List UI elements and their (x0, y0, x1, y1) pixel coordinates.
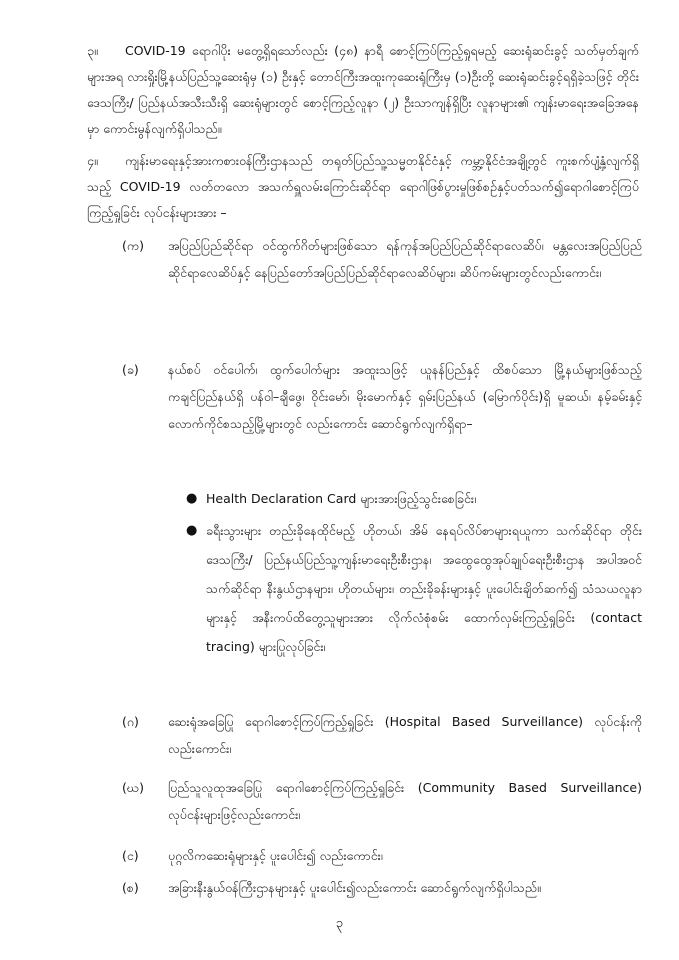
bullet-icon: ● (186, 491, 198, 506)
list-item-marker: (ဃ) (122, 780, 144, 795)
list-item-ka (122, 232, 642, 286)
page-number: ၃ (335, 916, 344, 931)
list-item-marker: (င) (122, 848, 139, 863)
list-item-text: အပြည်ပြည်ဆိုင်ရာ ဝင်ထွက်ဂိတ်များဖြစ်သော ရန်ကုန်အပြည်ပြည်ဆိုင်ရာလေဆိပ်၊ မန္တလေးအပြည်ပြည်ဆိုင်ရာလေဆိပ်နှင့် နေပြည်တော်အပြည်ပြည်ဆိုင်ရာလေဆိပ်များ၊ ဆိပ်ကမ်းများတွင်လည်းကောင်း၊ (168, 238, 642, 280)
list-item-marker: (စ) (122, 880, 139, 895)
list-item-text: အခြားနီးနွယ်ဝန်ကြီးဌာနများနှင့် ပူးပေါင်း၍လည်းကောင်း ဆောင်ရွက်လျက်ရှိပါသည်။ (168, 880, 541, 895)
bullet-text: Health Declaration Card များအားဖြည့်သွင်းစေခြင်း၊ (206, 491, 477, 506)
list-item-ga (122, 708, 642, 762)
list-item-kha (122, 356, 642, 437)
list-item-sa (122, 874, 642, 901)
list-item-marker: (က) (122, 238, 144, 253)
paragraph-4-number: ၄။ (87, 153, 98, 168)
bullet-item-contact-tracing (186, 516, 642, 661)
list-item-text: ပြည်သူလူထုအခြေပြု ရောဂါစောင့်ကြပ်ကြည့်ရှုခြင်း (Community Based Surveillance) လုပ်ငန်းများဖြင့်လည်းကောင်း၊ (168, 780, 642, 822)
list-item-gha (122, 774, 642, 828)
list-item-text: ဆေးရုံအခြေပြု ရောဂါစောင့်ကြပ်ကြည့်ရှုခြင်း (Hospital Based Surveillance) လုပ်ငန်းကိုလည်းကောင်း၊ (168, 714, 642, 756)
list-item-text: နယ်စပ် ဝင်ပေါက်၊ ထွက်ပေါက်များ အထူးသဖြင့် ယူနန်ပြည်နှင့် ထိစပ်သော မြို့နယ်များဖြစ်သည့် ကချင်ပြည်နယ်ရှိ ပန်ဝါ–ချီဖွေ၊ ဝိုင်းမော်၊ မိုးမောက်နှင့် ရှမ်းပြည်နယ် (မြောက်ပိုင်း)ရှိ မူဆယ်၊ နမ့်ခမ်းနှင့် လောက်ကိုင်စသည့်မြို့များတွင် လည်းကောင်း ဆောင်ရွက်လျက်ရှိရာ– (168, 362, 642, 431)
bullet-icon: ● (186, 523, 198, 538)
list-item-marker: (ခ) (122, 362, 139, 377)
bullet-text: ခရီးသွားများ တည်းခိုနေထိုင်မည့် ဟိုတယ်၊ အိမ် နေရပ်လိပ်စာများရယူကာ သက်ဆိုင်ရာ တိုင်းဒေသကြီး/ ပြည်နယ်ပြည်သူ့ကျန်းမာရေးဦးစီးဌာန၊ အထွေထွေအုပ်ချုပ်ရေးဦးစီးဌာန အပါအဝင် သက်ဆိုင်ရာ နီးနွယ်ဌာနများ၊ ဟိုတယ်များ၊ တည်းခိုခန်းများနှင့် ပူးပေါင်းချိတ်ဆက်၍ သံသယလူနာများနှင့် အနီးကပ်ထိတွေ့သူများအား လိုက်လံစုံစမ်း ထောက်လှမ်းကြည့်ရှုခြင်း (contact tracing) များပြုလုပ်ခြင်း၊ (206, 523, 642, 654)
paragraph-4-text: ကျန်းမာရေးနှင့်အားကစားဝန်ကြီးဌာနသည် တရုတ်ပြည်သူ့သမ္မတနိုင်ငံနှင့် ကမ္ဘာ့နိုင်ငံအချို့တွင် ကူးစက်ပျံ့နှံ့လျက်ရှိသည့် COVID-19 လတ်တလော အသက်ရှူလမ်းကြောင်းဆိုင်ရာ ရောဂါဖြစ်ပွားမှုဖြစ်စဉ်နှင့်ပတ်သက်၍ရောဂါစောင့်ကြပ်ကြည့်ရှုခြင်း လုပ်ငန်းများအား – (87, 153, 639, 220)
paragraph-3 (87, 38, 639, 142)
list-item-text: ပုဂ္ဂလိကဆေးရုံများနှင့် ပူးပေါင်း၍ လည်းကောင်း၊ (168, 848, 383, 863)
paragraph-3-text: COVID-19 ရောဂါပိုး မတွေ့ရှိရသော်လည်း (၄၈) နာရီ စောင့်ကြပ်ကြည့်ရှုရမည့် ဆေးရုံဆင်းခွင့် သတ်မှတ်ချက်များအရ လားရှိုးမြို့နယ်ပြည်သူ့ဆေးရုံမှ (၁) ဦးနှင့် တောင်ကြီးအထူးကုဆေးရုံကြီးမှ (၁)ဦးတို့ ဆေးရုံဆင်းခွင့်ရရှိခဲ့သဖြင့် တိုင်းဒေသကြီး/ ပြည်နယ်အသီးသီးရှိ ဆေးရုံများတွင် စောင့်ကြည့်လူနာ (၂) ဦးသာကျန်ရှိပြီး လူနာများ၏ ကျန်းမာရေးအခြေအနေမှာ ကောင်းမွန်လျက်ရှိပါသည်။ (87, 43, 639, 136)
list-item-marker: (ဂ) (122, 714, 139, 729)
paragraph-3-number: ၃။ (87, 43, 98, 58)
list-item-nga (122, 842, 642, 869)
paragraph-4 (87, 148, 639, 226)
bullet-item-health-declaration (186, 484, 642, 513)
